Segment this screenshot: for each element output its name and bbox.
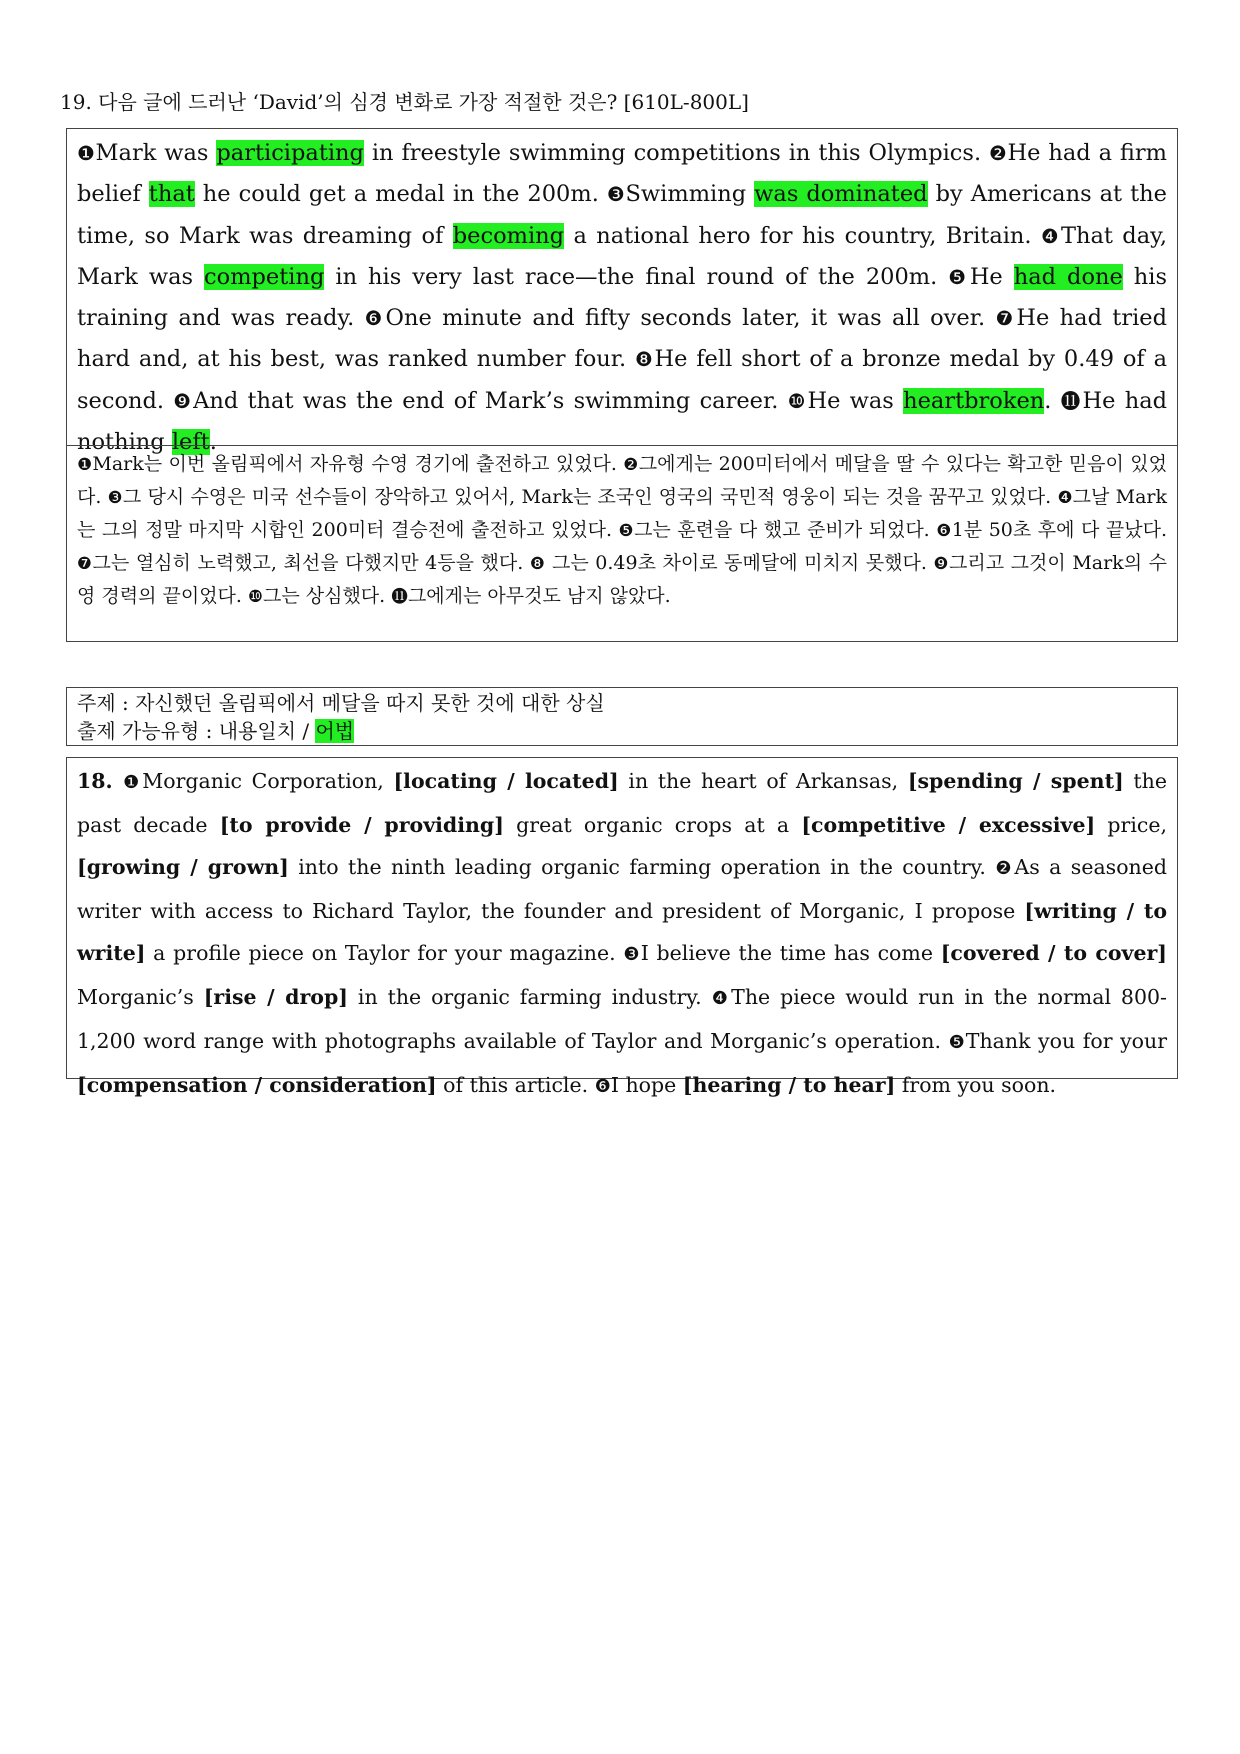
sentence-number: ❾ [933, 553, 950, 573]
sentence-text: And that was the end of Mark’s swimming career. [193, 387, 788, 414]
sentence-text: 그에게는 200미터에서 메달을 딸 수 있다는 확고한 믿음이 있었다. [77, 453, 1167, 508]
sentence-number: ❻ [936, 520, 952, 540]
sentence-number: ❶ [77, 454, 93, 474]
sentence-text: 1분 50초 후에 다 끝났다. [951, 519, 1167, 541]
grammar-option: [writing / to write] [77, 899, 1167, 965]
sentence-number: ❸ [623, 944, 641, 965]
sentence-text: One minute and fifty seconds later, it was all over. [385, 305, 996, 332]
sentence-text: As a seasoned writer with access to Richard Taylor, the founder and president of Morganic, I propose [77, 855, 1167, 923]
sentence-text: Thank you for your [965, 1029, 1167, 1053]
sentence-text: great organic crops at a [503, 813, 802, 837]
sentence-text: He was [807, 387, 904, 414]
sentence-text: his training and was ready. [77, 263, 1168, 332]
sentence-number: ❸ [606, 183, 626, 207]
translation-box [66, 445, 1178, 642]
sentence-text: Swimming [625, 181, 755, 208]
sentence-number: ❺ [948, 1032, 966, 1053]
grammar-option: [covered / to cover] [940, 941, 1168, 965]
sentence-number: ❹ [711, 988, 732, 1009]
highlighted-phrase: that [148, 181, 195, 208]
sentence-text: in his very last race—the final round of the 200m. [324, 263, 949, 290]
sentence-text: 그는 상심했다. [262, 585, 392, 607]
sentence-text: a national hero for his country, Britain. [564, 222, 1041, 249]
question18-box [66, 757, 1178, 1097]
sentence-text: he could get a medal in the 200m. [194, 181, 607, 208]
sentence-text: Morganic Corporation, [142, 769, 394, 793]
grammar-option: [locating / located] [393, 769, 619, 793]
sentence-number: ❼ [77, 553, 93, 573]
sentence-text: of this article. [436, 1073, 595, 1097]
sentence-text: from you soon. [895, 1073, 1057, 1097]
question-title: 19. 다음 글에 드러난 ‘David’의 심경 변화로 가장 적절한 것은? [610L-800L] [60, 90, 749, 114]
topic-line: 주제 : 자신했던 올림픽에서 메달을 따지 못한 것에 대한 상실 [77, 691, 605, 715]
topic-box [66, 687, 1178, 746]
question-number: 18. [77, 769, 123, 793]
grammar-option: [hearing / to hear] [682, 1073, 896, 1097]
sentence-text: He fell short of a bronze medal by 0.49 of a second. [77, 346, 1167, 414]
sentence-number: ❶ [122, 772, 143, 793]
sentence-number: ❷ [995, 858, 1015, 879]
grammar-option: [spending / spent] [907, 769, 1124, 793]
sentence-text: 그는 열심히 노력했고, 최선을 다했지만 4등을 했다. [92, 552, 530, 574]
sentence-text: by Americans at the time, so Mark was dreaming of [77, 181, 1167, 249]
highlighted-phrase: left [171, 429, 210, 456]
sentence-number: ❷ [989, 142, 1008, 165]
sentence-number: ❹ [1040, 224, 1061, 248]
sentence-text: price, [1095, 813, 1168, 837]
sentence-text: a profile piece on Taylor for your magazine. [145, 941, 624, 965]
passage-box [66, 128, 1178, 456]
sentence-text: in freestyle swimming competitions in this Olympics. [363, 140, 990, 166]
sentence-text: I believe the time has come [640, 941, 941, 965]
grammar-option: [compensation / consideration] [77, 1073, 437, 1097]
sentence-number: ❽ [529, 553, 546, 573]
sentence-text: the past decade [77, 769, 1167, 837]
sentence-number: ❿ [787, 389, 808, 413]
sentence-text: He had a firm belief [77, 140, 1168, 208]
question-type-label: 출제 가능유형 : 내용일치 / [77, 719, 316, 743]
sentence-number: ❾ [173, 389, 194, 413]
highlighted-phrase: heartbroken [903, 387, 1045, 414]
question-type-highlight: 어법 [315, 719, 355, 743]
sentence-number: ❽ [635, 348, 655, 372]
sentence-text: The piece would run in the normal 800-1,200 word range with photographs available of Taylor and Morganic’s operation. [77, 985, 1167, 1053]
sentence-text: That day, Mark was [77, 222, 1167, 290]
sentence-text: 그는 훈련을 다 했고 준비가 되었다. [634, 519, 937, 541]
highlighted-phrase: becoming [452, 222, 565, 249]
sentence-text: He had tried hard and, at his best, was ranked number four. [77, 305, 1168, 373]
sentence-number: ❶ [77, 142, 96, 165]
sentence-number: ⓫ [1060, 389, 1083, 413]
sentence-number: ❿ [248, 586, 263, 606]
sentence-number: ❸ [107, 487, 123, 507]
grammar-option: [rise / drop] [203, 985, 348, 1009]
sentence-number: ❻ [594, 1076, 611, 1097]
question-type-line [77, 717, 1167, 745]
sentence-text: into the ninth leading organic farming operation in the country. [288, 855, 996, 879]
sentence-text: in the heart of Arkansas, [618, 769, 908, 793]
sentence-text: 그리고 그것이 Mark의 수영 경력의 끝이었다. [77, 552, 1167, 607]
sentence-text: 그는 0.49초 차이로 동메달에 미치지 못했다. [545, 552, 934, 574]
sentence-text: . [209, 429, 217, 456]
sentence-number: ❹ [1057, 487, 1073, 507]
sentence-number: ❼ [995, 307, 1017, 331]
sentence-text: Mark was [95, 140, 217, 166]
sentence-text: He had nothing [77, 387, 1168, 456]
grammar-option: [competitive / excessive] [801, 813, 1096, 837]
sentence-text: 그 당시 수영은 미국 선수들이 장악하고 있어서, Mark는 조국인 영국의 국민적 영웅이 되는 것을 꿈꾸고 있었다. [122, 486, 1058, 508]
sentence-text: 그날 Mark는 그의 정말 마지막 시합인 200미터 결승전에 출전하고 있었다. [77, 486, 1167, 541]
sentence-number: ❺ [618, 520, 635, 540]
sentence-text: . [1044, 387, 1061, 414]
sentence-number: ❺ [948, 265, 970, 289]
highlighted-phrase: competing [204, 263, 325, 290]
grammar-option: [to provide / providing] [219, 813, 504, 837]
sentence-text: Mark는 이번 올림픽에서 자유형 수영 경기에 출전하고 있었다. [92, 453, 624, 475]
sentence-text: Morganic’s [77, 985, 204, 1009]
sentence-text: He [969, 263, 1014, 290]
highlighted-phrase: was dominated [754, 181, 928, 208]
sentence-number: ❻ [364, 307, 386, 331]
highlighted-phrase: had done [1013, 263, 1123, 290]
sentence-text: 그에게는 아무것도 남지 않았다. [407, 585, 671, 607]
sentence-number: ⓫ [391, 586, 408, 606]
highlighted-phrase: participating [216, 140, 364, 166]
sentence-text: in the organic farming industry. [347, 985, 712, 1009]
sentence-text: I hope [610, 1073, 683, 1097]
sentence-number: ❷ [623, 454, 639, 474]
grammar-option: [growing / grown] [77, 855, 289, 879]
